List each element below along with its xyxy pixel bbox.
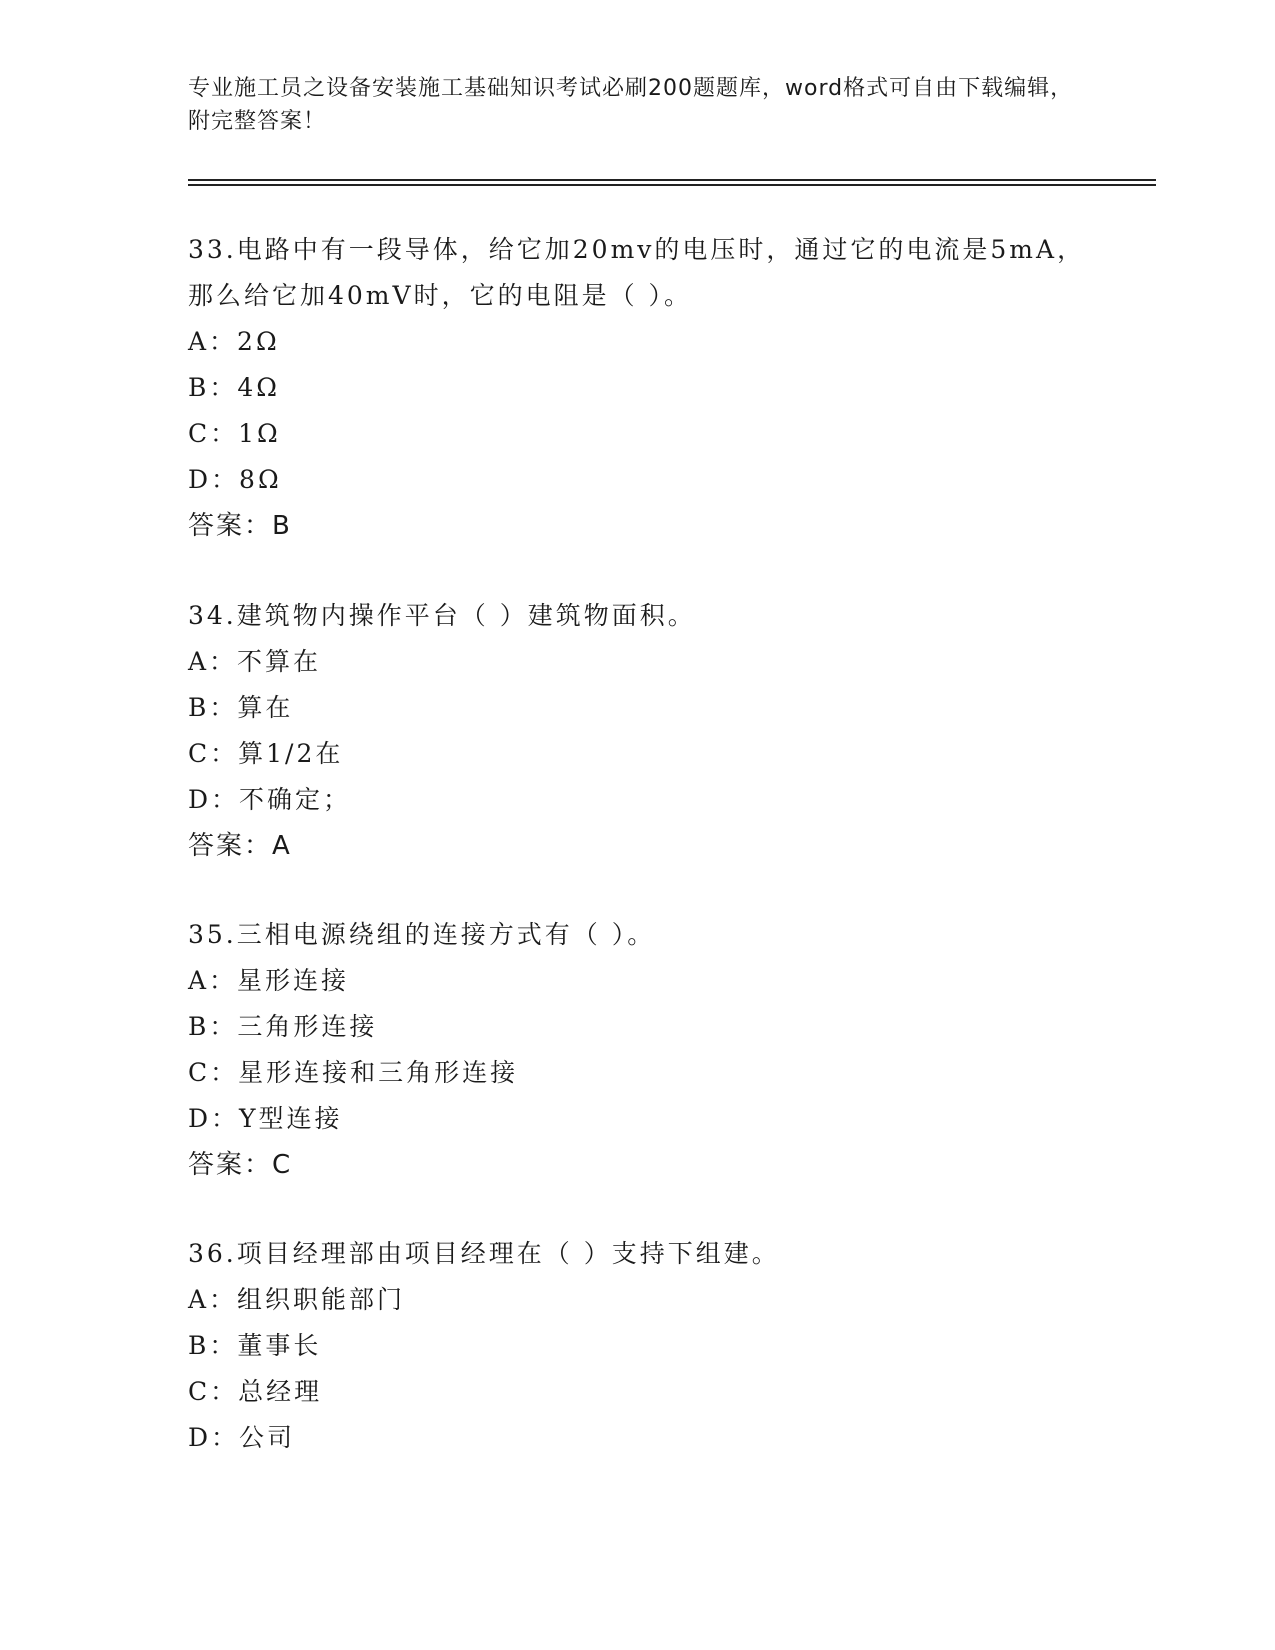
- option-a: A：2Ω: [188, 327, 280, 356]
- question-stem: 35.三相电源绕组的连接方式有（ ）。: [188, 920, 656, 949]
- option-d: D：8Ω: [188, 465, 282, 494]
- question-stem: 33.电路中有一段导体，给它加20mv的电压时，通过它的电流是5mA，那么给它加40mV时，它的电阻是（ ）。: [188, 235, 1086, 310]
- header-divider-bottom: [188, 184, 1156, 186]
- option-a: A：不算在: [188, 647, 322, 676]
- option-b: B：董事长: [188, 1331, 322, 1360]
- question-stem: 34.建筑物内操作平台（ ）建筑物面积。: [188, 601, 696, 630]
- option-c: C：1Ω: [188, 419, 281, 448]
- option-d: D：Y型连接: [188, 1104, 343, 1133]
- option-a: A：星形连接: [188, 966, 350, 995]
- option-c: C：算1/2在: [188, 739, 344, 768]
- answer: 答案：B: [188, 511, 292, 541]
- option-b: B：4Ω: [188, 373, 281, 402]
- option-d: D：不确定；: [188, 785, 352, 814]
- answer: 答案：A: [188, 831, 292, 861]
- question-33: [188, 227, 1088, 549]
- option-c: C：星形连接和三角形连接: [188, 1058, 519, 1087]
- question-34: [188, 593, 1088, 869]
- document-header: 专业施工员之设备安装施工基础知识考试必刷200题题库，word格式可自由下载编辑，附完整答案！: [188, 76, 1074, 134]
- option-a: A：组织职能部门: [188, 1285, 406, 1314]
- option-c: C：总经理: [188, 1377, 323, 1406]
- header-divider-top: [188, 179, 1156, 181]
- question-35: [188, 912, 1088, 1188]
- option-d: D：公司: [188, 1423, 296, 1452]
- option-b: B：算在: [188, 693, 294, 722]
- option-b: B：三角形连接: [188, 1012, 378, 1041]
- answer: 答案：C: [188, 1150, 293, 1180]
- question-36: [188, 1231, 1088, 1461]
- question-stem: 36.项目经理部由项目经理在（ ）支持下组建。: [188, 1239, 780, 1268]
